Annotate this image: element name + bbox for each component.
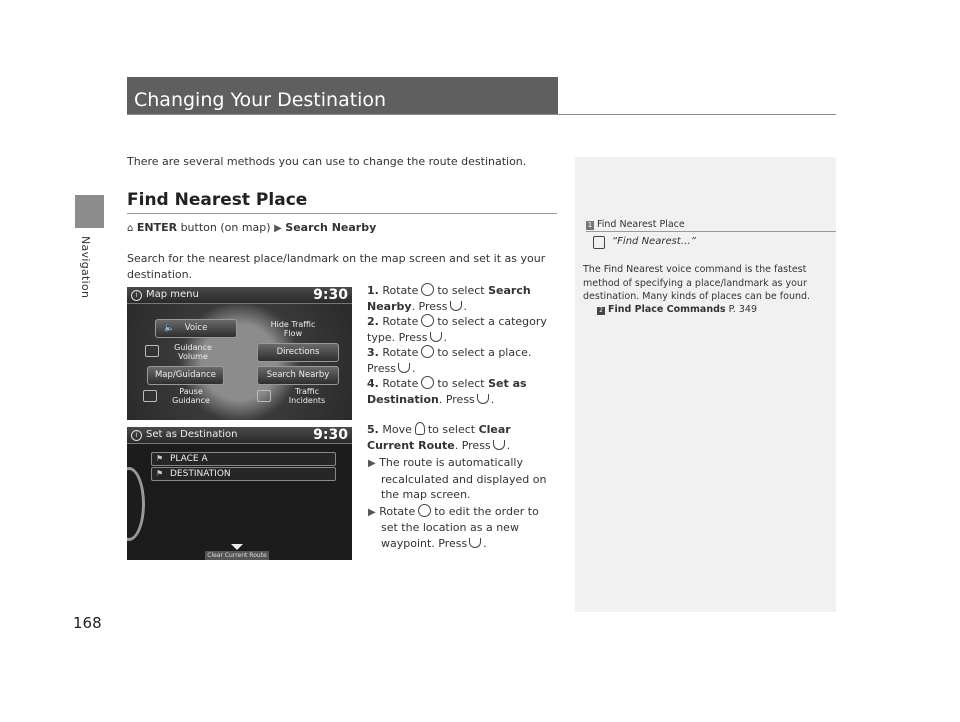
home-icon: ⌂ — [127, 223, 134, 234]
section-tab — [75, 195, 104, 228]
clock: 9:30 — [313, 427, 348, 443]
destination-list-item[interactable]: ⚑ DESTINATION — [151, 467, 336, 481]
step-3: 3. Rotate to select a place. Press . — [367, 346, 532, 375]
arrow-icon: ▶ — [368, 506, 376, 518]
intro-text: There are several methods you can use to change the route destination. — [127, 155, 527, 168]
page-title: Changing Your Destination — [134, 89, 387, 111]
screen-header — [127, 427, 352, 444]
section-rule — [127, 213, 557, 214]
title-rule — [127, 114, 836, 115]
step-2: 2. Rotate to select a category type. Press . — [367, 315, 547, 344]
step-5-result: ▶ The route is automatically recalculated and displayed on the map screen. — [368, 456, 547, 501]
step-1: 1. Rotate to select Search Nearby. Press . — [367, 284, 531, 313]
flag-icon: ⚑ — [156, 469, 164, 478]
destination-list-item[interactable]: ⚑ PLACE A — [151, 452, 336, 466]
traffic-incidents-button[interactable]: Traffic Incidents — [288, 387, 326, 405]
voice-command-text: “Find Nearest…” — [612, 236, 696, 247]
reference-icon: 2 — [597, 307, 605, 315]
map-guidance-button[interactable]: Map/Guidance — [147, 366, 224, 385]
crumb-enter: ENTER — [136, 221, 178, 234]
section-heading: Find Nearest Place — [127, 190, 308, 210]
set-destination-screen — [127, 427, 352, 560]
breadcrumb — [127, 221, 376, 234]
interface-dial-icon — [421, 283, 434, 296]
clock: 9:30 — [313, 287, 348, 303]
step-4: 4. Rotate to select Set as Destination. Press . — [367, 377, 527, 406]
step-5-option: ▶ Rotate to edit the order to set the location as a new waypoint. Press . — [368, 504, 539, 550]
press-icon — [398, 363, 410, 373]
interface-dial-icon — [421, 376, 434, 389]
info-icon: i — [131, 430, 142, 441]
map-menu-screen — [127, 287, 352, 420]
section-label: Navigation — [79, 236, 92, 299]
arrow-icon: ▶ — [368, 458, 376, 469]
screen-title: Map menu — [146, 289, 199, 300]
down-arrow-icon — [231, 544, 243, 550]
crumb-target: Search Nearby — [285, 221, 377, 234]
press-icon — [469, 538, 481, 548]
scroll-dial-indicator — [127, 467, 145, 541]
note-reference[interactable]: 2 Find Place Commands P. 349 — [597, 304, 757, 315]
pause-guidance-button[interactable]: Pause Guidance — [172, 387, 210, 405]
flag-icon: ⚑ — [156, 454, 164, 463]
search-nearby-button[interactable]: Search Nearby — [257, 366, 339, 385]
volume-icon — [145, 345, 159, 357]
screen-title: Set as Destination — [146, 429, 238, 440]
clear-current-route-button[interactable]: Clear Current Route — [205, 551, 269, 560]
traffic-icon — [257, 390, 271, 402]
pause-icon — [143, 390, 157, 402]
voice-command-icon — [593, 236, 605, 249]
crumb-mid: button (on map) — [177, 221, 275, 234]
note-rule — [586, 231, 836, 232]
hide-traffic-flow-button[interactable]: Hide Traffic Flow — [270, 320, 316, 338]
note-heading: 1 Find Nearest Place — [587, 219, 685, 230]
speaker-icon: 🔈 — [164, 323, 175, 333]
step-5: 5. Move to select Clear Current Route. Press . ▶ The route is automatically recalculated and displayed on the map screen. ▶ Rotate to edit the order to set the location as a new waypoint. Press . — [367, 422, 557, 551]
interface-dial-icon — [418, 504, 431, 517]
press-icon — [450, 301, 462, 311]
press-icon — [477, 394, 489, 404]
guidance-volume-button[interactable]: Guidance Volume — [174, 343, 212, 361]
screen-header — [127, 287, 352, 304]
press-icon — [493, 440, 505, 450]
interface-dial-icon — [421, 314, 434, 327]
voice-button[interactable]: 🔈 Voice — [155, 319, 237, 338]
info-icon: i — [131, 290, 142, 301]
page-number: 168 — [73, 614, 102, 632]
section-description: Search for the nearest place/landmark on the map screen and set it as your destination. — [127, 252, 546, 281]
directions-button[interactable]: Directions — [257, 343, 339, 362]
arrow-icon: ▶ — [274, 223, 282, 234]
press-icon — [430, 332, 442, 342]
note-text: The Find Nearest voice command is the fastest method of specifying a place/landmark as your destination. Many kinds of places can be found. — [583, 264, 811, 302]
move-icon — [415, 422, 425, 435]
interface-dial-icon — [421, 345, 434, 358]
